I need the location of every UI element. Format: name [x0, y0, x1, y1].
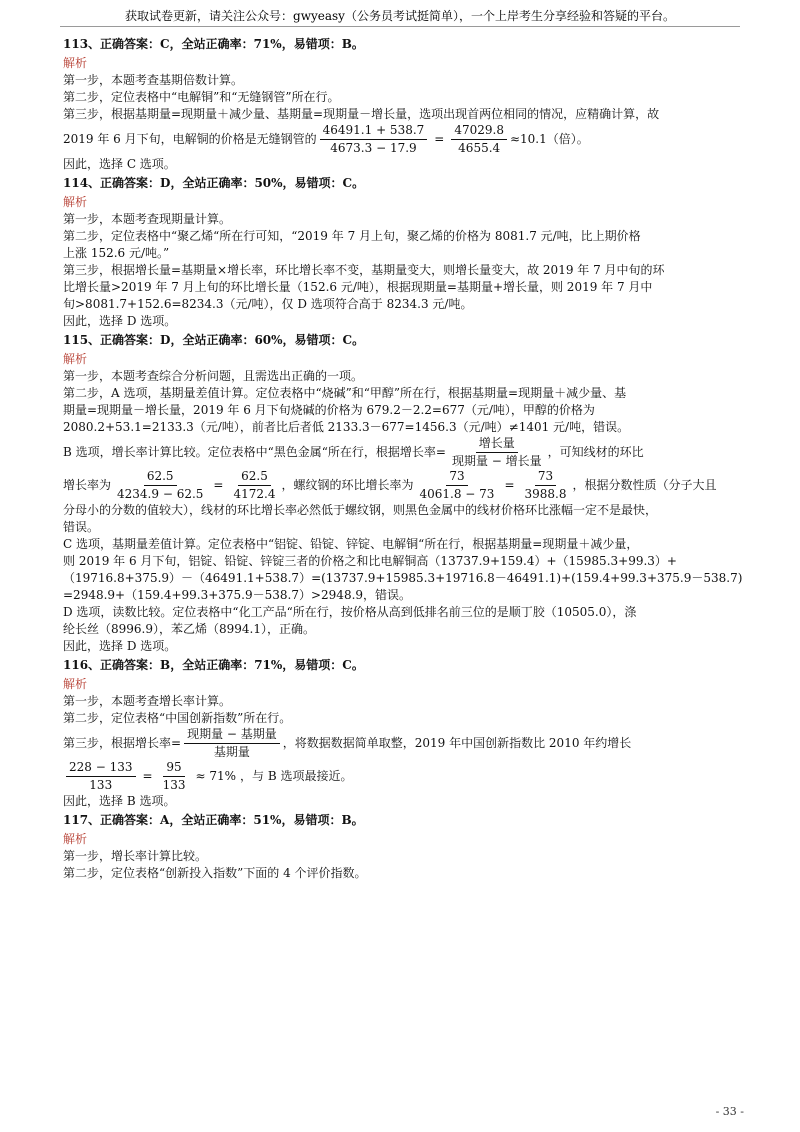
denominator: 4234.9 − 62.5 — [117, 487, 204, 501]
analysis-label: 解析 — [63, 677, 88, 691]
denominator: 4673.3 − 17.9 — [330, 141, 417, 155]
page-header: 获取试卷更新，请关注公众号：gwyeasy（公务员考试挺简单），一个上岸考生分享经验和答疑的平台。 — [125, 9, 675, 23]
fraction — [160, 760, 189, 793]
numerator: 95 — [163, 760, 184, 777]
formula-line — [63, 123, 747, 156]
text-line: 第一步，本题考查现期量计算。 — [63, 212, 232, 226]
text-line: 第一步，增长率计算比较。 — [63, 849, 208, 863]
text-line: 第二步，定位表格中“聚乙烯“所在行可知，“2019 年 7 月上旬，聚乙烯的价格为 8081.7 元/吨，比上期价格 — [63, 229, 641, 243]
equals-sign: = — [213, 478, 224, 492]
text-segment: ，可知线材的环比 — [547, 445, 644, 459]
approx-value: ≈ 71% — [195, 769, 237, 783]
fraction — [320, 123, 428, 156]
text-segment: ，螺纹钢的环比增长率为 — [281, 478, 414, 492]
formula-line — [63, 469, 747, 502]
numerator: 增长量 — [476, 436, 518, 453]
text-line: 纶长丝（8996.9），苯乙烯（8994.1），正确。 — [63, 622, 315, 636]
denominator: 4172.4 — [233, 487, 276, 501]
text-line: D 选项，读数比较。定位表格中“化工产品“所在行，按价格从高到低排名前三位的是顺丁胶（10505.0），涤 — [63, 605, 637, 619]
text-line: 因此，选择 D 选项。 — [63, 639, 177, 653]
formula-line — [63, 727, 747, 760]
text-line: 错误。 — [63, 520, 100, 534]
question-114-answer: 114、正确答案：D，全站正确率：50%，易错项：C。 — [63, 176, 365, 190]
text-line: 第二步，定位表格中“电解铜”和“无缝钢管”所在行。 — [63, 90, 340, 104]
text-line: 因此，选择 C 选项。 — [63, 157, 176, 171]
text-segment: 第三步，根据增长率= — [63, 736, 182, 750]
numerator: 现期量 − 基期量 — [184, 727, 280, 744]
formula-line — [63, 436, 747, 469]
text-line: 旬>8081.7+152.6=8234.3（元/吨），仅 D 选项符合高于 8234.3 元/吨。 — [63, 297, 473, 311]
question-116-answer: 116、正确答案：B，全站正确率：71%，易错项：C。 — [63, 658, 364, 672]
denominator: 3988.8 — [524, 487, 567, 501]
text-line: 因此，选择 D 选项。 — [63, 314, 177, 328]
denominator: 现期量 − 增长量 — [451, 454, 542, 468]
fraction — [416, 469, 497, 502]
text-segment: B 选项，增长率计算比较。定位表格中“黑色金属“所在行，根据增长率= — [63, 445, 446, 459]
numerator: 62.5 — [144, 469, 177, 486]
equals-sign: = — [142, 769, 153, 783]
text-line: （19716.8+375.9）－（46491.1+538.7）=(13737.9+15985.3+19716.8－46491.1)+(159.4+99.3+375.9－538.7) — [63, 571, 743, 585]
text-segment: ，将数据数据简单取整，2019 年中国创新指数比 2010 年约增长 — [282, 736, 632, 750]
text-line: 第一步，本题考查综合分析问题，且需选出正确的一项。 — [63, 369, 364, 383]
denominator: 4655.4 — [458, 141, 501, 155]
text-segment: ≈10.1（倍）。 — [509, 132, 589, 146]
numerator: 62.5 — [238, 469, 271, 486]
text-segment: 增长率为 — [63, 478, 112, 492]
text-line: 第三步，根据基期量=现期量＋减少量、基期量=现期量－增长量，选项出现首两位相同的情况，应精确计算，故 — [63, 107, 660, 121]
text-line: 第一步，本题考查基期倍数计算。 — [63, 73, 244, 87]
text-line: 第二步，A 选项，基期量差值计算。定位表格中“烧碱”和“甲醇”所在行，根据基期量=现期量＋减少量、基 — [63, 386, 627, 400]
fraction — [522, 469, 570, 502]
question-115-answer: 115、正确答案：D，全站正确率：60%，易错项：C。 — [63, 333, 365, 347]
text-line: 因此，选择 B 选项。 — [63, 794, 176, 808]
denominator: 4061.8 − 73 — [419, 487, 495, 501]
denominator: 133 — [162, 778, 186, 792]
numerator: 73 — [535, 469, 556, 486]
formula-line — [63, 760, 747, 793]
question-113-answer: 113、正确答案：C，全站正确率：71%，易错项：B。 — [63, 37, 364, 51]
text-line: 上涨 152.6 元/吨。” — [63, 246, 170, 260]
page-number: - 33 - — [715, 1105, 744, 1118]
text-line: 2080.2+53.1=2133.3（元/吨），前者比后者低 2133.3－677=1456.3（元/吨）≠1401 元/吨，错误。 — [63, 420, 630, 434]
text-segment: ，与 B 选项最接近。 — [240, 769, 353, 783]
fraction — [66, 760, 136, 793]
text-line: 第二步，定位表格“中国创新指数”所在行。 — [63, 711, 292, 725]
denominator: 基期量 — [213, 745, 250, 759]
text-line: C 选项，基期量差值计算。定位表格中“铝锭、铅锭、锌锭、电解铜“所在行，根据基期量=现期量＋减少量， — [63, 537, 639, 551]
numerator: 47029.8 — [451, 123, 507, 140]
fraction — [184, 727, 280, 760]
text-line: 则 2019 年 6 月下旬，铝锭、铅锭、锌锭三者的价格之和比电解铜高（13737.9+159.4）+（15985.3+99.3）+ — [63, 554, 677, 568]
question-117-answer: 117、正确答案：A，全站正确率：51%，易错项：B。 — [63, 813, 364, 827]
text-line: 第二步，定位表格“创新投入指数”下面的 4 个评价指数。 — [63, 866, 367, 880]
text-segment: ，根据分数性质（分子大且 — [572, 478, 717, 492]
text-line: 第一步，本题考查增长率计算。 — [63, 694, 232, 708]
text-line: 分母小的分数的值较大），线材的环比增长率必然低于螺纹钢，则黑色金属中的线材价格环比涨幅一定不是最快， — [63, 503, 658, 517]
fraction — [451, 123, 507, 156]
text-line: 比增长量>2019 年 7 月上旬的环比增长量（152.6 元/吨），根据现期量=基期量+增长量，则 2019 年 7 月中 — [63, 280, 653, 294]
numerator: 228 − 133 — [66, 760, 136, 777]
analysis-label: 解析 — [63, 832, 88, 846]
numerator: 46491.1 + 538.7 — [320, 123, 428, 140]
denominator: 133 — [89, 778, 113, 792]
text-line: 期量=现期量－增长量，2019 年 6 月下旬烧碱的价格为 679.2－2.2=677（元/吨），甲醇的价格为 — [63, 403, 595, 417]
equals-sign: = — [504, 478, 515, 492]
text-segment: 2019 年 6 月下旬，电解铜的价格是无缝钢管的 — [63, 132, 317, 146]
fraction — [114, 469, 206, 502]
numerator: 73 — [446, 469, 467, 486]
page-content — [63, 34, 747, 882]
text-line: =2948.9+（159.4+99.3+375.9－538.7）>2948.9，错误。 — [63, 588, 412, 602]
header-divider — [60, 26, 740, 27]
equals-sign: = — [434, 132, 445, 146]
fraction — [449, 436, 545, 469]
text-line: 第三步，根据增长量=基期量×增长率，环比增长率不变，基期量变大，则增长量变大，故 2019 年 7 月中旬的环 — [63, 263, 665, 277]
analysis-label: 解析 — [63, 56, 88, 70]
analysis-label: 解析 — [63, 352, 88, 366]
fraction — [230, 469, 278, 502]
analysis-label: 解析 — [63, 195, 88, 209]
